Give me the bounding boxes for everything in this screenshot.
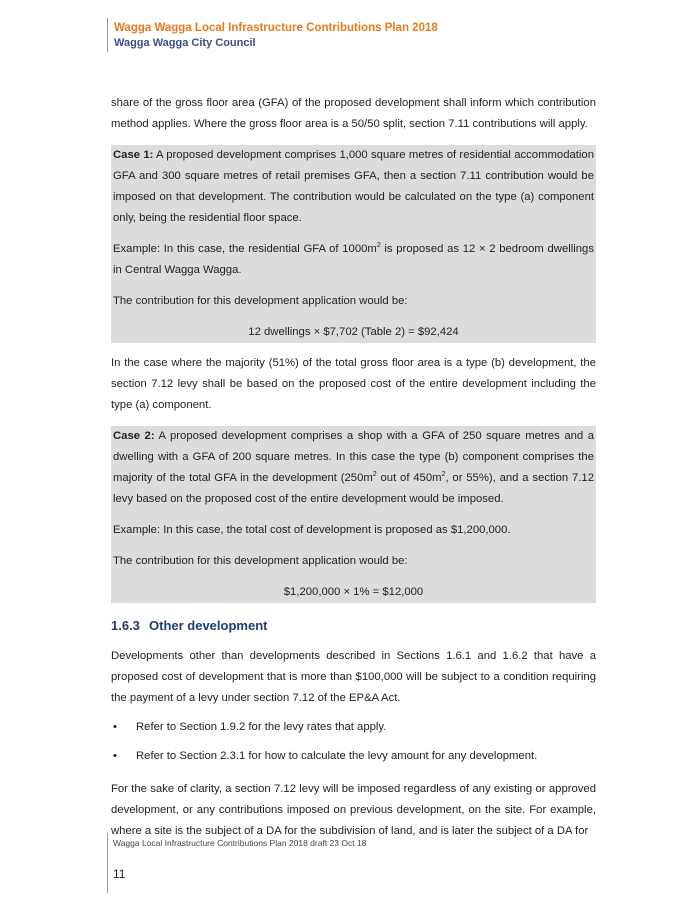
case-1-formula: 12 dwellings × $7,702 (Table 2) = $92,424 <box>248 326 459 338</box>
paragraph-gfa-split: share of the gross floor area (GFA) of the proposed development shall inform which contribution method applies. Where the gross floor area is a 50/50 split, section 7.11 contributions will apply. <box>111 97 596 130</box>
header-title: Wagga Wagga Local Infrastructure Contributions Plan 2018 <box>114 22 438 34</box>
paragraph-clarity: For the sake of clarity, a section 7.12 levy will be imposed regardless of any existing or approved development, or any contributions imposed on previous development, on the site. For example, where a site is the subject of a DA for the subdivision of land, and is later the subject of a DA for <box>111 783 596 837</box>
case-2-example: Example: In this case, the total cost of development is proposed as $1,200,000. <box>113 524 511 536</box>
section-number: 1.6.3 <box>111 618 140 633</box>
case-2-text: Case 2: A proposed development comprises a shop with a GFA of 250 square metres and a dwelling with a GFA of 200 square metres. In this case the type (b) component comprises the majority of the total GFA in the development ($250m^2$ out of $450m^2$, or 55%), and a section 7.12 levy based on the proposed cost of the entire development would be imposed. <box>113 430 594 505</box>
bullet-icon: • <box>113 750 117 762</box>
case-1-example: Example: In this case, the residential GFA of $1000m^2$ is proposed as 12 × 2 bedroom dwellings in Central Wagga Wagga. <box>113 242 594 276</box>
case-1-text: Case 1: A proposed development comprises 1,000 square metres of residential accommodation GFA and 300 square metres of retail premises GFA, then a section 7.11 contribution would be imposed on that development. The contribution would be calculated on the type (a) component only, being the residential floor space. <box>113 149 594 224</box>
list-item: • Refer to Section 2.3.1 for how to calculate the levy amount for any development. <box>111 746 596 767</box>
bullet-list <box>111 717 596 767</box>
paragraph-other-development: Developments other than developments described in Sections 1.6.1 and 1.6.2 that have a proposed cost of development that is more than $100,000 will be subject to a condition requiring the payment of a levy under section 7.12 of the EP&A Act. <box>111 650 596 704</box>
case-1-box <box>111 145 596 343</box>
section-title: Other development <box>149 618 268 633</box>
case-1-contribution-intro: The contribution for this development application would be: <box>113 295 408 307</box>
footer-text: Wagga Local Infrastructure Contributions Plan 2018 draft 23 Oct 18 <box>113 838 367 848</box>
footer-rule <box>107 833 108 893</box>
header-subtitle: Wagga Wagga City Council <box>114 37 256 49</box>
case-2-contribution-intro: The contribution for this development application would be: <box>113 555 408 567</box>
section-heading <box>111 615 596 637</box>
page-content <box>111 93 596 842</box>
page-number: 11 <box>113 867 126 881</box>
paragraph-majority: In the case where the majority (51%) of the total gross floor area is a type (b) development, the section 7.12 levy shall be based on the proposed cost of the entire development including the type (a) component. <box>111 357 596 411</box>
case-2-label: Case 2: <box>113 430 155 442</box>
list-item: • Refer to Section 1.9.2 for the levy rates that apply. <box>111 717 596 738</box>
case-2-box <box>111 426 596 603</box>
bullet-icon: • <box>113 721 117 733</box>
case-2-formula: $1,200,000 × 1% = $12,000 <box>283 586 424 598</box>
header-rule <box>107 18 108 52</box>
case-1-label: Case 1: <box>113 149 154 161</box>
